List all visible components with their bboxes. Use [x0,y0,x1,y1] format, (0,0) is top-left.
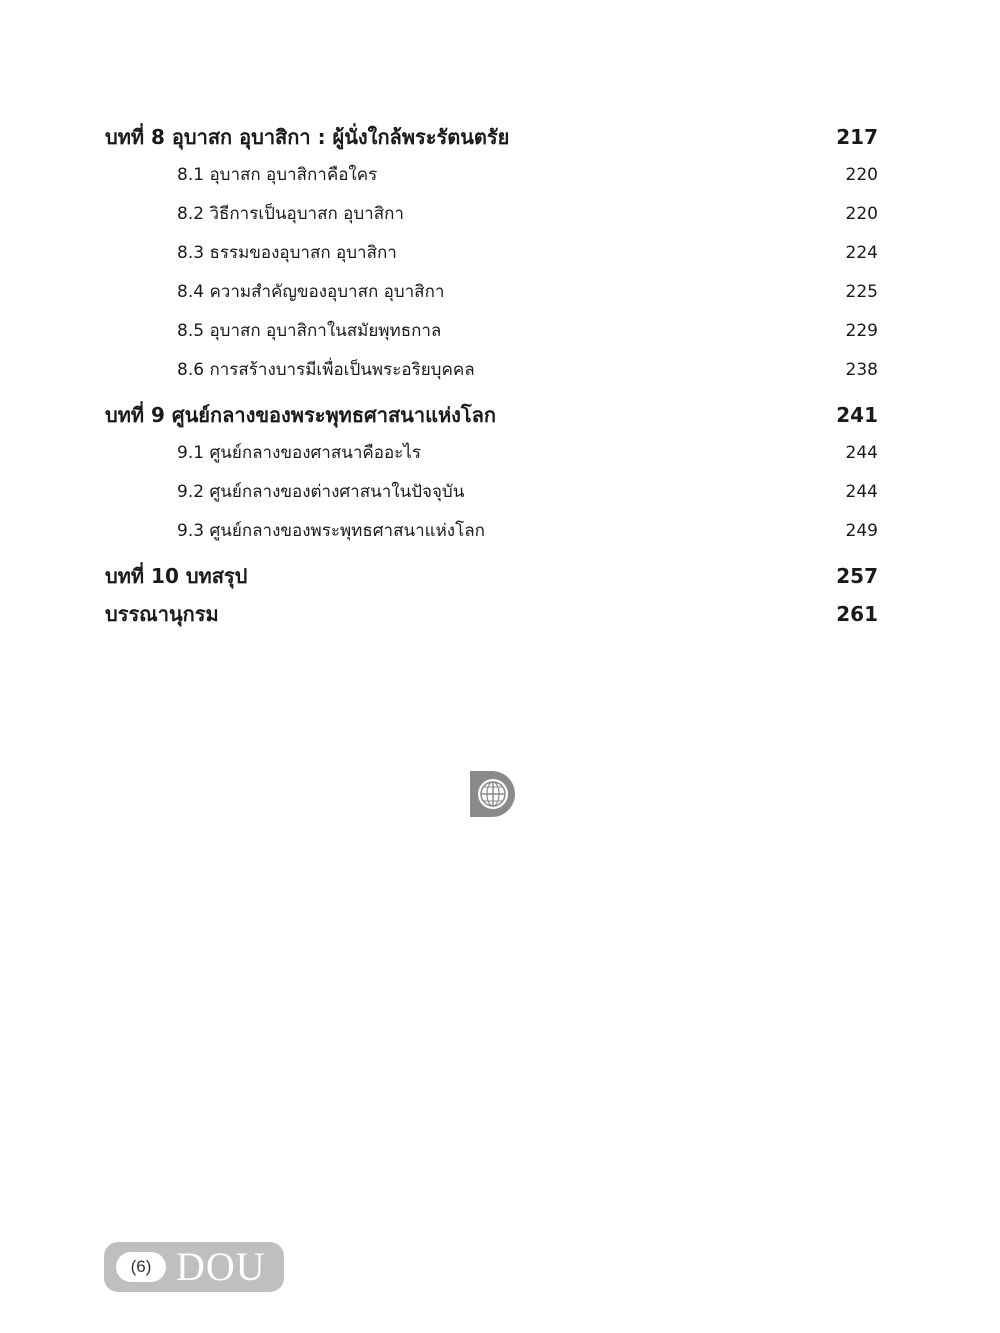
section-title: 9.1 ศูนย์กลางของศาสนาคืออะไร [177,443,421,463]
section-title: 8.4 ความสำคัญของอุบาสก อุบาสิกา [177,282,445,302]
toc-section-8-1[interactable] [105,156,878,195]
section-page: 220 [845,204,878,224]
section-title: 9.3 ศูนย์กลางของพระพุทธศาสนาแห่งโลก [177,521,485,541]
toc-chapter-8[interactable] [105,118,878,156]
section-page: 249 [845,521,878,541]
dou-logo-icon [470,771,517,817]
toc-section-9-1[interactable] [105,434,878,473]
section-page: 229 [845,321,878,341]
toc-section-8-3[interactable] [105,234,878,273]
section-page: 224 [845,243,878,263]
section-title: 8.1 อุบาสก อุบาสิกาคือใคร [177,165,378,185]
chapter-title: บทที่ 8 อุบาสก อุบาสิกา : ผู้นั่งใกล้พระรัตนตรัย [105,125,510,149]
section-page: 238 [845,360,878,380]
toc-section-8-4[interactable] [105,273,878,312]
chapter-title: บทที่ 9 ศูนย์กลางของพระพุทธศาสนาแห่งโลก [105,403,497,427]
toc-section-8-5[interactable] [105,312,878,351]
chapter-page: 261 [836,602,878,626]
chapter-page: 241 [836,403,878,427]
table-of-contents [105,118,878,633]
section-page: 220 [845,165,878,185]
chapter-page: 217 [836,125,878,149]
toc-chapter-10[interactable] [105,557,878,595]
section-page: 244 [845,443,878,463]
section-page: 244 [845,482,878,502]
chapter-page: 257 [836,564,878,588]
page-number: (6) [116,1252,166,1282]
section-title: 8.6 การสร้างบารมีเพื่อเป็นพระอริยบุคคล [177,360,475,380]
section-title: 8.2 วิธีการเป็นอุบาสก อุบาสิกา [177,204,404,224]
toc-section-8-2[interactable] [105,195,878,234]
chapter-title: บทที่ 10 บทสรุป [105,564,248,588]
footer-badge [104,1242,284,1292]
section-title: 8.5 อุบาสก อุบาสิกาในสมัยพุทธกาล [177,321,442,341]
chapter-title: บรรณานุกรม [105,602,219,626]
toc-section-9-2[interactable] [105,473,878,512]
toc-section-8-6[interactable] [105,351,878,390]
brand-wordmark: DOU [176,1244,266,1289]
section-title: 8.3 ธรรมของอุบาสก อุบาสิกา [177,243,397,263]
toc-chapter-9[interactable] [105,396,878,434]
toc-section-9-3[interactable] [105,512,878,551]
section-title: 9.2 ศูนย์กลางของต่างศาสนาในปัจจุบัน [177,482,465,502]
section-page: 225 [845,282,878,302]
toc-bibliography[interactable] [105,595,878,633]
